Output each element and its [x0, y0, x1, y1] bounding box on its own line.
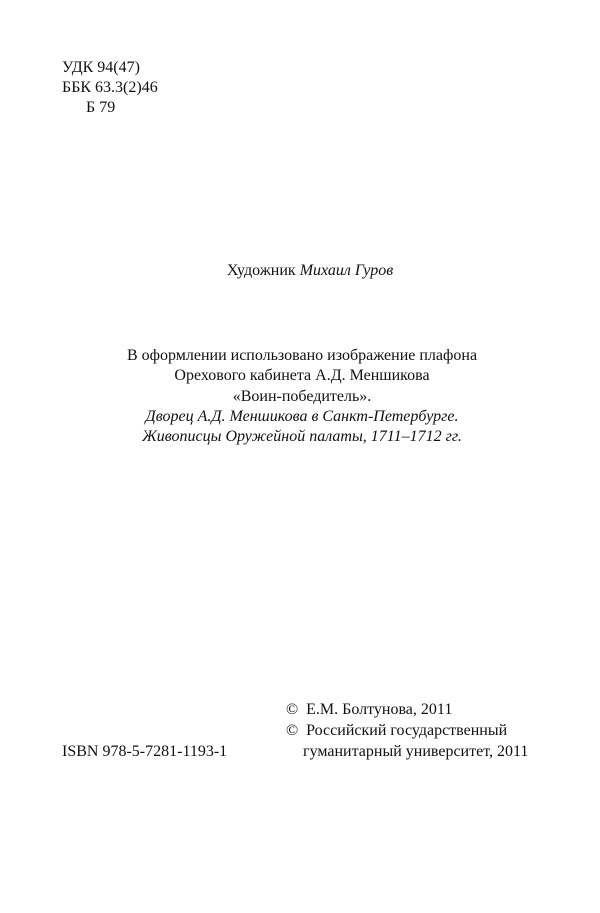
copyright-author	[286, 700, 452, 720]
cover-note-line: Дворец А.Д. Меншикова в Санкт-Петербурге.	[145, 408, 459, 425]
author-mark: Б 79	[86, 99, 116, 116]
cover-note-line: Орехового кабинета А.Д. Меншикова	[174, 367, 430, 384]
copyright-publisher-line2: гуманитарный университет, 2011	[303, 743, 529, 760]
copyright-publisher	[286, 721, 507, 741]
artist-label: Художник	[226, 262, 296, 279]
copyright-symbol: ©	[286, 722, 299, 739]
copyright-publisher-text: Российский государственный	[306, 722, 508, 739]
copyright-author-text: Е.М. Болтунова, 2011	[306, 701, 453, 718]
copyright-symbol: ©	[286, 701, 299, 718]
cover-note-line: «Воин-победитель».	[232, 388, 372, 405]
isbn: ISBN 978-5-7281-1193-1	[62, 743, 228, 760]
cover-note-line: Живописцы Оружейной палаты, 1711–1712 гг.	[142, 428, 462, 445]
artist-name: Михаил Гуров	[299, 262, 394, 279]
udk-code: УДК 94(47)	[62, 59, 140, 76]
artist-credit	[0, 261, 600, 281]
cover-note-line: В оформлении использовано изображение плафона	[126, 347, 478, 364]
bbk-code: ББК 63.3(2)46	[62, 79, 158, 96]
